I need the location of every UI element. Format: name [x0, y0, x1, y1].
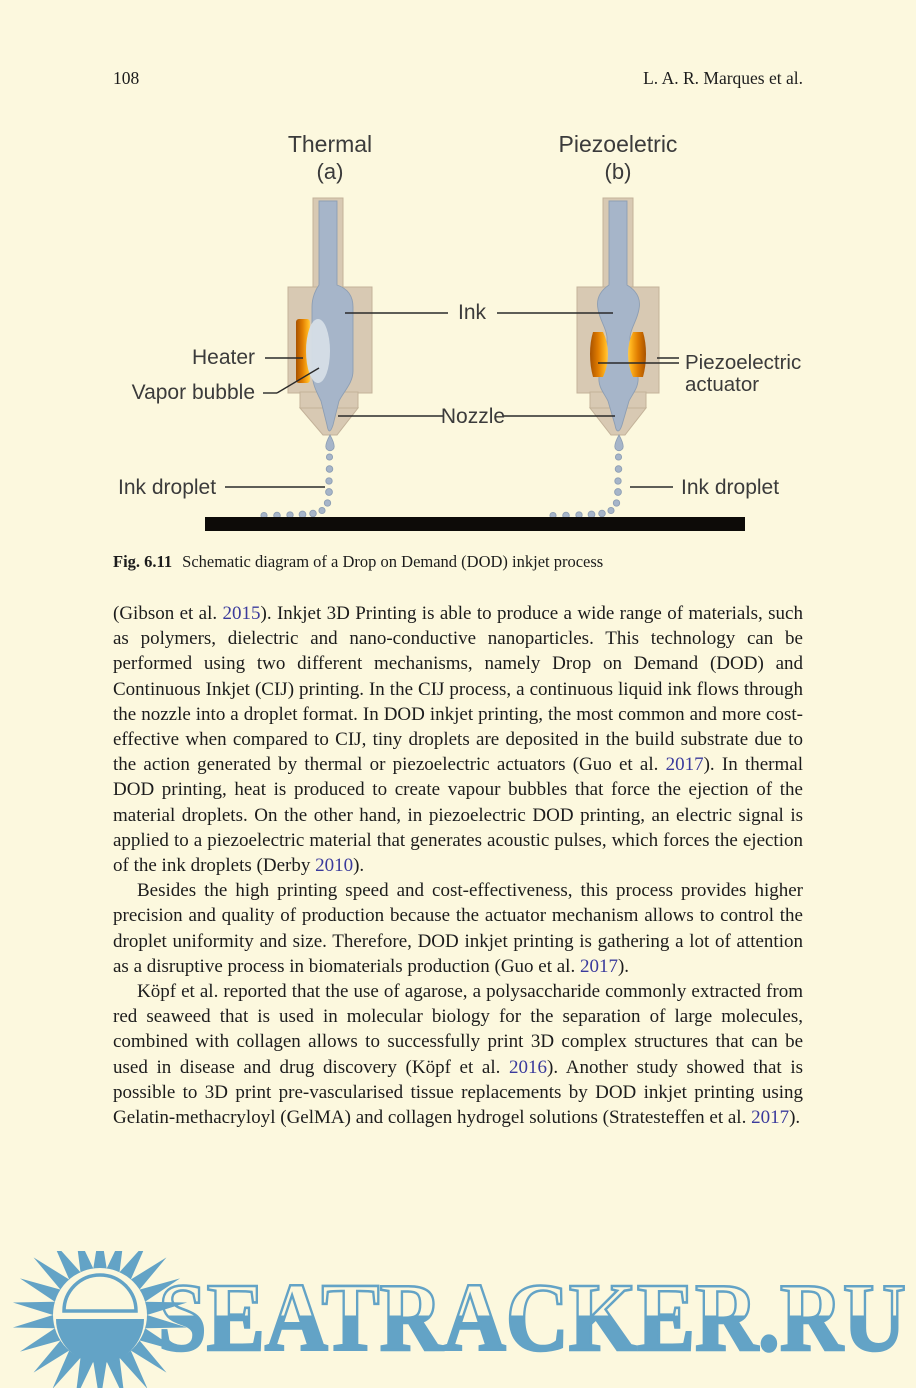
text-segment: Köpf et al. reported that the use of agarose, a polysaccharide commonly extracted from red seaweed that is used in molecular biology for the separation of large molecules, combined with collagen allows to successfully print 3D complex structures that can be used in disease and drug discovery (Köpf et al.: [113, 981, 803, 1078]
label-piezo-actuator-line1: Piezoelectric: [685, 351, 802, 374]
paragraph: [113, 979, 803, 1130]
label-piezo-actuator-line2: actuator: [685, 373, 760, 396]
figure-dod-inkjet-diagram: [113, 125, 803, 537]
citation-year-link[interactable]: 2010: [315, 855, 354, 877]
watermark-text-logo: [150, 1252, 916, 1377]
citation-year-link[interactable]: 2016: [509, 1056, 548, 1078]
text-segment: (Gibson et al.: [113, 603, 223, 624]
label-ink: Ink: [457, 301, 487, 324]
figure-caption-text: Schematic diagram of a Drop on Demand (DOD) inkjet process: [182, 552, 604, 571]
text-segment: Besides the high printing speed and cost-effectiveness, this process provides higher precision and quality of production because the actuator mechanism allows to control the droplet uniformity and size. Therefore, DOD inkjet printing is gathering a lot of attention as a disruptive process in biomaterials production (Guo et al.: [113, 880, 803, 977]
citation-year-link[interactable]: 2017: [665, 754, 704, 776]
text-segment: ).: [789, 1107, 801, 1129]
text-segment: ). In thermal DOD printing, heat is produced to create vapour bubbles that force the ejection of the material droplets. On the other hand, in piezoelectric DOD printing, an electric signal is applied to a piezoelectric material that generates acoustic pulses, which forces the ejection of the ink droplets (Derby: [113, 754, 803, 877]
watermark-text: SEATRACKER.RU: [158, 1264, 906, 1371]
text-segment: ). Another study showed that is possible to 3D print pre-vascularised tissue replacements by DOD inkjet printing using Gelatin-methacryloyl (GelMA) and collagen hydrogel solutions (Stratesteffen et al.: [113, 1056, 803, 1129]
paragraph: [113, 601, 803, 878]
page-number: 108: [113, 68, 140, 88]
panel-b-tag: (b): [604, 159, 632, 184]
label-vapor-bubble: Vapor bubble: [131, 381, 255, 404]
piezo-actuator-left: [590, 332, 608, 377]
text-segment: ).: [617, 955, 630, 977]
citation-year-link[interactable]: 2015: [222, 603, 261, 624]
figure-caption-label: Fig. 6.11: [113, 552, 173, 571]
panel-a-title: Thermal: [287, 131, 373, 157]
text-segment: ). Inkjet 3D Printing is able to produce a wide range of materials, such as polymers, dielectric and nano-conductive nanoparticles. This technology can be performed using two different mechanisms, namely Drop on Demand (DOD) and Continuous Inkjet (CIJ) printing. In the CIJ process, a continuous liquid ink flows through the nozzle into a droplet format. In DOD inkjet printing, the most common and more cost-effective when compared to CIJ, tiny droplets are deposited in the build substrate due to the action generated by thermal or piezoelectric actuators (Guo et al.: [113, 603, 803, 776]
piezo-actuator-right: [628, 332, 646, 377]
figure-caption: [113, 551, 803, 572]
piezoelectric-printhead: [550, 198, 659, 519]
paragraph: [113, 878, 803, 979]
label-heater: Heater: [191, 346, 255, 369]
running-head: [113, 68, 803, 90]
citation-year-link[interactable]: 2017: [579, 955, 618, 977]
label-ink-droplet-left: Ink droplet: [118, 476, 217, 499]
text-segment: ).: [353, 855, 365, 877]
label-nozzle: Nozzle: [440, 405, 506, 428]
body-text: [113, 601, 803, 1130]
panel-b-title: Piezoeletric: [558, 131, 678, 157]
build-substrate-bar: [205, 517, 745, 531]
citation-year-link[interactable]: 2017: [751, 1107, 790, 1129]
label-ink-droplet-right: Ink droplet: [681, 476, 780, 499]
panel-a-tag: (a): [316, 159, 344, 184]
running-title: L. A. R. Marques et al.: [643, 68, 803, 88]
